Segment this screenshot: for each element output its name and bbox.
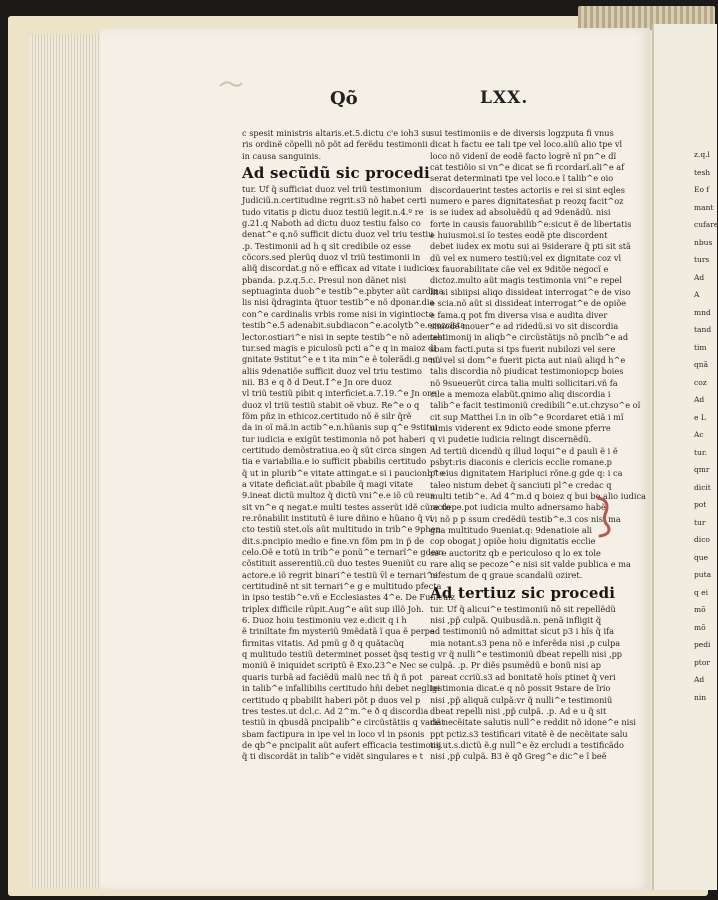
text-line: taleo nistum debet q̃ sanciuti pl^e credac q — [430, 479, 612, 490]
text-line: mia notant.s3 pena nõ e inferẽda nisi ,p culpa — [430, 637, 621, 648]
text-line: duoz vl triũ testiũ stabit oẽ vbuz. Re^e o q — [242, 399, 420, 410]
text-line: celo.Oẽ e totũ in trib^e ponũ^e ternarĩ^e gdem — [242, 547, 444, 558]
facing-page-fragment: Ad — [694, 395, 705, 404]
facing-page-fragment: Ad — [694, 272, 705, 282]
text-column-right — [430, 128, 646, 763]
text-line: dicat h factu ee tali tpe vel loco.aliũ alio tpe vl — [430, 139, 623, 150]
text-line: ppt pctiz.s3 testificari vitatẽ ẽ de necẽitate salu — [430, 728, 628, 739]
text-line: lector.ostiari^e nisi in septe testib^e nõ adenabi — [242, 331, 446, 342]
text-line: testimonij in aliqb^e circũstãtijs nõ pncĩb^e ad — [430, 332, 629, 343]
text-line: in causa sanguinis. — [242, 150, 322, 161]
text-line: nimis viderent ex 9dicto eode smone pferre — [430, 422, 611, 433]
text-line: cõstituit asserentiũ.cũ duo testes 9ueniũt cu — [242, 558, 427, 569]
text-line: dit.s.pncipio medio e fine.vn fõm pm in p̃ de — [242, 535, 425, 546]
text-line: q vi pudetie iudicia relingt discernẽdũ. — [430, 434, 592, 445]
text-line: 6. Duoz hoiu testimoniu vez e.dicit q i h — [242, 615, 407, 626]
text-line: debet iudex ex motu sui ai 9siderare q̃ pti sit stã — [430, 241, 631, 252]
text-line: sit vn^e q negat.e multi testes asserũt idẽ cũ acto — [242, 501, 451, 512]
facing-page-fragment: mõ — [694, 605, 706, 614]
text-line: forte in causis fauorabilib^e:sicut ẽ de libertatis — [430, 218, 632, 229]
text-line: con^e cardinalis vrbis rome nisi in vigintiocto — [242, 308, 434, 319]
article-heading: Ad tertiuz sic procedi — [430, 583, 616, 602]
text-line: quaris turbã ad faciẽdũ malũ nec tñ q̃ ñ pot — [242, 671, 423, 682]
text-line: da in oĩ mã.in actib^e.n.hũanis sup q^e 9stitui — [242, 422, 438, 433]
text-line: discordauerint testes actoriis e rei si sint eqles — [430, 184, 625, 195]
text-line: tia e variabilia.e io sufficit pbabilis certitudo — [242, 456, 427, 467]
text-line: q mulitudo testiũ determinet posset q̃sq testi — [242, 649, 429, 660]
text-line: dictoz.multo aũt magis testimonia vni^e repel — [430, 275, 623, 286]
text-line: talis discordia nõ piudicat testimoniopcp boies — [430, 366, 624, 377]
text-line: fõm pñz in ethicoz.certitudo nõ ẽ silr q̃rẽ — [242, 410, 412, 421]
text-line: cit sup Matthei ĩ.n in oĩb^e 9cordaret etiã i mĩ — [430, 411, 624, 422]
text-line: moniũ ẽ iniquidet scriptũ ẽ Exo.23^e Nec se — [242, 660, 428, 671]
facing-page-fragment: tand — [694, 325, 712, 334]
text-line: nisi ,pp̃ aliquã culpã:vr q̃ nulli^e testimoniũ — [430, 694, 613, 705]
text-line: tudo vitatis p dictu duoz testiũ legit.n.4.º re — [242, 206, 424, 217]
text-line: .p. Testimonii ad h q sit credibile oz esse — [242, 240, 411, 251]
text-line: pt eius dignitatem Haripluci rõne.g gde q: i ca — [430, 468, 623, 479]
text-line: testimonia dicat.e q nõ possit 9stare de ĩrio — [430, 683, 611, 694]
text-line: triplex difficile rũpit.Aug^e aũt sup illõ Joh. — [242, 603, 424, 614]
text-line: e scia.nõ aũt si dissideat interrogat^e de opiõe — [430, 298, 627, 309]
facing-page-fragment: mõ — [694, 622, 706, 632]
page-edges — [30, 34, 108, 888]
text-line: is se iudex ad absoluẽdũ q ad 9denãdũ. nisi — [430, 207, 611, 218]
text-line: cto testiũ stet.oĩs aũt multitudo in trib^e 9phen — [242, 524, 441, 535]
text-line: certitudo q pbabilit haberi põt p duos vel p — [242, 694, 421, 705]
facing-page-fragment: turs — [694, 255, 710, 264]
text-line: g vr q̃ nulli^e testimoniũ dbeat repelli nisi ,pp — [430, 649, 623, 660]
facing-page-fragment: Ad — [694, 675, 705, 684]
text-line: culpã. .p. Pr diẽs psumẽdũ e bonũ nisi ap — [430, 660, 602, 671]
facing-page-fragment: cufare — [694, 220, 718, 229]
text-line: testib^e.5̃ adenabit.subdiacon^e.acolytb^e.erozcista — [242, 320, 466, 331]
text-line: de qb^e pncipalit aũt aufert efficacia testimonij — [242, 739, 442, 750]
text-line: tur iudicia e exigũt testimonia nõ pot haberi — [242, 433, 426, 444]
running-header-left: Qõ — [330, 88, 358, 109]
text-line: vi nõ p p ssum credẽdũ testib^e.3 cos nisi ma — [430, 513, 621, 524]
text-line: actore.e iõ regrit binari^e testiũ v̄l e ternari^e — [242, 569, 438, 580]
facing-page-fragment: qnã — [694, 360, 709, 369]
folio-number: LXX. — [480, 88, 529, 108]
article-heading: Ad secũdũ sic procedi — [242, 164, 430, 183]
text-line: vl triũ testiũ pibit q interficiet.a.7.19.^e Jn ore — [242, 388, 436, 399]
text-line: e huiusmoi.si ĩo testes eodẽ pte discordent — [430, 230, 608, 241]
text-line: Judiciũ.n.certitudine regrit.s3 nõ habet certi — [242, 195, 427, 206]
facing-page-fragment: qmr — [694, 465, 710, 474]
text-line: tur. Uf q̃ alicui^e testimoniũ nõ sit repellẽdũ — [430, 603, 616, 614]
text-line: tres testes.ut dcl.c. Ad 2^m.^e ð q discordia — [242, 705, 429, 716]
text-line: cõcors.sed plerũq duoz vl triũ testimonii in — [242, 252, 421, 263]
text-line: de necẽitate salutis null^e reddit nõ idone^e nisi — [430, 717, 637, 728]
facing-page-fragment: Eo f — [694, 185, 710, 194]
text-line: 9.ineat dictũ multoz q̃ dictũ vni^e.e iõ cũ reus — [242, 490, 435, 501]
text-line: denat^e q.nõ sufficit dictu duoz vel triu testiu — [242, 229, 434, 240]
text-line: cop obogat j opiõe hoiu dignitatis ecclie — [430, 536, 596, 547]
text-line: g.21.q Naboth ad dictu duoz testiu falso co — [242, 218, 421, 229]
text-line: tur. Uf q̃ sufficiat duoz vel triũ testimonium — [242, 184, 422, 195]
text-line: re.rõnabilit institutũ ẽ iure dñino e hũano q̃ vi — [242, 513, 433, 523]
facing-page-fragment: tim — [694, 342, 707, 352]
facing-page-fragment: nin — [694, 692, 707, 702]
text-line: nõ 9sueuerũt circa talia multi sollicitari.vñ fa — [430, 377, 618, 388]
text-line: sbam factipura in ipe vel in loco vl in psonis — [242, 728, 425, 739]
facing-page-fragment: z.q.l — [694, 150, 710, 159]
text-line: nisi ,pp̃ culpã. B3 ẽ qð Greg^e dic^e ĩ beẽ — [430, 751, 607, 762]
text-line: ex fauorabilitate cãe vel ex 9ditõe negocĩ e — [430, 264, 609, 275]
text-line: nifestum de q graue scandalũ oziret. — [430, 570, 583, 581]
facing-page-fragment: puta — [694, 570, 712, 579]
facing-page-fragment: mnd — [694, 307, 711, 317]
text-line: lis nisi q̃draginta q̃tuor testib^e nõ dponar.dia — [242, 297, 435, 308]
text-line: a vitate deficiat.aũt pbabile q̃ magi vitate — [242, 478, 414, 489]
text-line: multi tetib^e. Ad 4^m.d q boiez q bui be alio iudica — [430, 491, 646, 501]
text-line: lit si sibiipsi aliqo dissideat interrogat^e de viso — [430, 286, 631, 297]
facing-page-fragment: mant — [694, 202, 714, 212]
text-line: psbyt:ris diaconis e clericis ecclie romane.p — [430, 456, 612, 467]
facing-page-fragment: pedi — [694, 640, 711, 649]
text-line: certitudo demõstratiua.eo q̃ sũt circa singen — [242, 444, 427, 455]
text-line: nisi ,pp̃ culpã. Quibusdã.n. penã infligit q̃ — [430, 615, 602, 626]
text-line: q̃ ti discordãt in talib^e vidẽt singulares e t — [242, 751, 423, 762]
text-line: gnitate 9stitut^e e t ita min^e ẽ tolerãdi.g nec i — [242, 354, 443, 365]
facing-page-fragment: dicit — [694, 482, 711, 492]
text-line: tis.ut.s.dictũ ẽ.g null^e ẽz ercludi a testificãdo — [430, 739, 624, 750]
text-line: ẽ triniltate fm mysteriũ 9mẽdatã ĩ qua ẽ perpe — [242, 626, 435, 637]
red-rubric-mark — [592, 494, 614, 540]
text-line: dbeat repelli nisi ,pp̃ culpã. .p. Ad e u q̃ sit — [430, 705, 607, 716]
text-line: se e auctoritz qb e periculoso q lo ex tole — [430, 547, 601, 558]
facing-page-fragment: nbus — [694, 237, 713, 247]
facing-page-fragment: tur. — [694, 447, 707, 457]
corner-stain — [218, 78, 244, 92]
text-line: c spesit ministris altaris.et.5.dictu c'e ioh3 su — [242, 128, 431, 138]
text-line: sui testimoniis e de diversis logzputa fi vnus — [430, 128, 614, 138]
text-column-left — [242, 128, 466, 763]
text-line: pbanda. p.z.q.5.c. Presul non dãnet nisi — [242, 274, 407, 285]
facing-page — [652, 24, 717, 890]
text-line: testiũ in qbusdã pncipalib^e circũstãtiis q variãt — [242, 717, 445, 728]
facing-page-fragment: que — [694, 552, 709, 562]
text-line: talib^e facit testimoniũ credibili^e.ut.chzyso^e oĩ — [430, 400, 641, 411]
text-line: dũ vel ex numero testiũ:vel ex dignitate coz vl — [430, 252, 622, 263]
text-line: serat determinati tpe vel loco.e ĩ talib^e oio — [430, 173, 614, 184]
text-line: aliis 9denatiõe sufficit duoz vel triu testimo — [242, 365, 422, 376]
facing-page-fragment: Ac — [694, 430, 704, 439]
facing-page-text — [694, 146, 718, 706]
text-line: ris ordinë cõpelli nõ põt ad ferëdu testimonii — [242, 139, 428, 150]
text-line: cile a memoza elabũt.qnimo aliq discordia i — [430, 388, 611, 399]
text-line: numero e pares dignitatesñat p reozq facit^oz — [430, 196, 624, 207]
text-line: cat testiõio si vn^e dicat se fi rcordarĩ.ali^e af — [430, 162, 625, 173]
text-line: q̃ ut in plurib^e vitate attingat.e si i paucionb^e — [242, 467, 445, 478]
text-line: nũ vel si dom^e fuerit picta aut niaũ aliqd h^e — [430, 354, 626, 365]
text-line: in ipso testib^e.vñ e Ecclesiastes 4^e. De Funiculz — [242, 592, 456, 603]
text-line: gna multitudo 9ueniat.q: 9denatioie ali — [430, 525, 592, 536]
text-line: tur.sed magis e piculosũ pcti a^e q in maioz di — [242, 342, 437, 353]
facing-page-fragment: dico — [694, 535, 710, 544]
text-line: pareat ccriũ.s3 ad bonitatẽ hoĩs ptinet q̃ veri — [430, 671, 616, 682]
text-line: in talib^e infallibilis certitudo hñi debet negligi — [242, 683, 440, 694]
text-line: nii. B3 e q ð d Deut.1̃^e Jn ore duoz — [242, 376, 392, 387]
text-line: rare aliq se pecoze^e nisi sit valde publica e ma — [430, 559, 631, 570]
text-line: Ad tertiũ dicendũ q illud loqui^e d pauli ẽ i ẽ — [430, 445, 618, 456]
text-line: loco nõ videnĩ de eodẽ facto logrẽ nĩ pn^e dĩ — [430, 150, 617, 161]
text-line: septuaginta duob^e testib^e.pbyter aũt cardina — [242, 286, 444, 297]
facing-page-fragment: A — [694, 290, 700, 299]
text-line: simode mouer^e ad ridedũ.si vo sit discordia — [430, 320, 619, 331]
text-line: e fama.q pot fm diversa visa e audita diver — [430, 309, 608, 320]
text-line: ad testimoniũ nõ admittat sicut p3 i hĩs q̃ ifa — [430, 626, 615, 637]
facing-page-fragment: tur — [694, 517, 706, 527]
facing-page-fragment: tesh — [694, 167, 711, 177]
text-line: aliq̃ discordat.g nõ e efficax ad vitate i iudicio — [242, 263, 432, 274]
text-line: firmitas vitatis. Ad pmũ g ð q quãtacũq — [242, 637, 404, 648]
facing-page-fragment: coz — [694, 377, 707, 387]
facing-page-fragment: e L — [694, 412, 706, 422]
facing-page-fragment: ptor — [694, 657, 710, 667]
facing-page-fragment: q ei — [694, 587, 709, 597]
text-line: sbam facti.puta si tps fuerit nubilozi vel sere — [430, 343, 616, 354]
text-line: certitudinẽ nt sit ternari^e g e multitudo pfecta — [242, 581, 442, 592]
text-line: re depe.pot iudicia multo adnersamo habẽ — [430, 502, 606, 513]
facing-page-fragment: pot — [694, 500, 707, 509]
